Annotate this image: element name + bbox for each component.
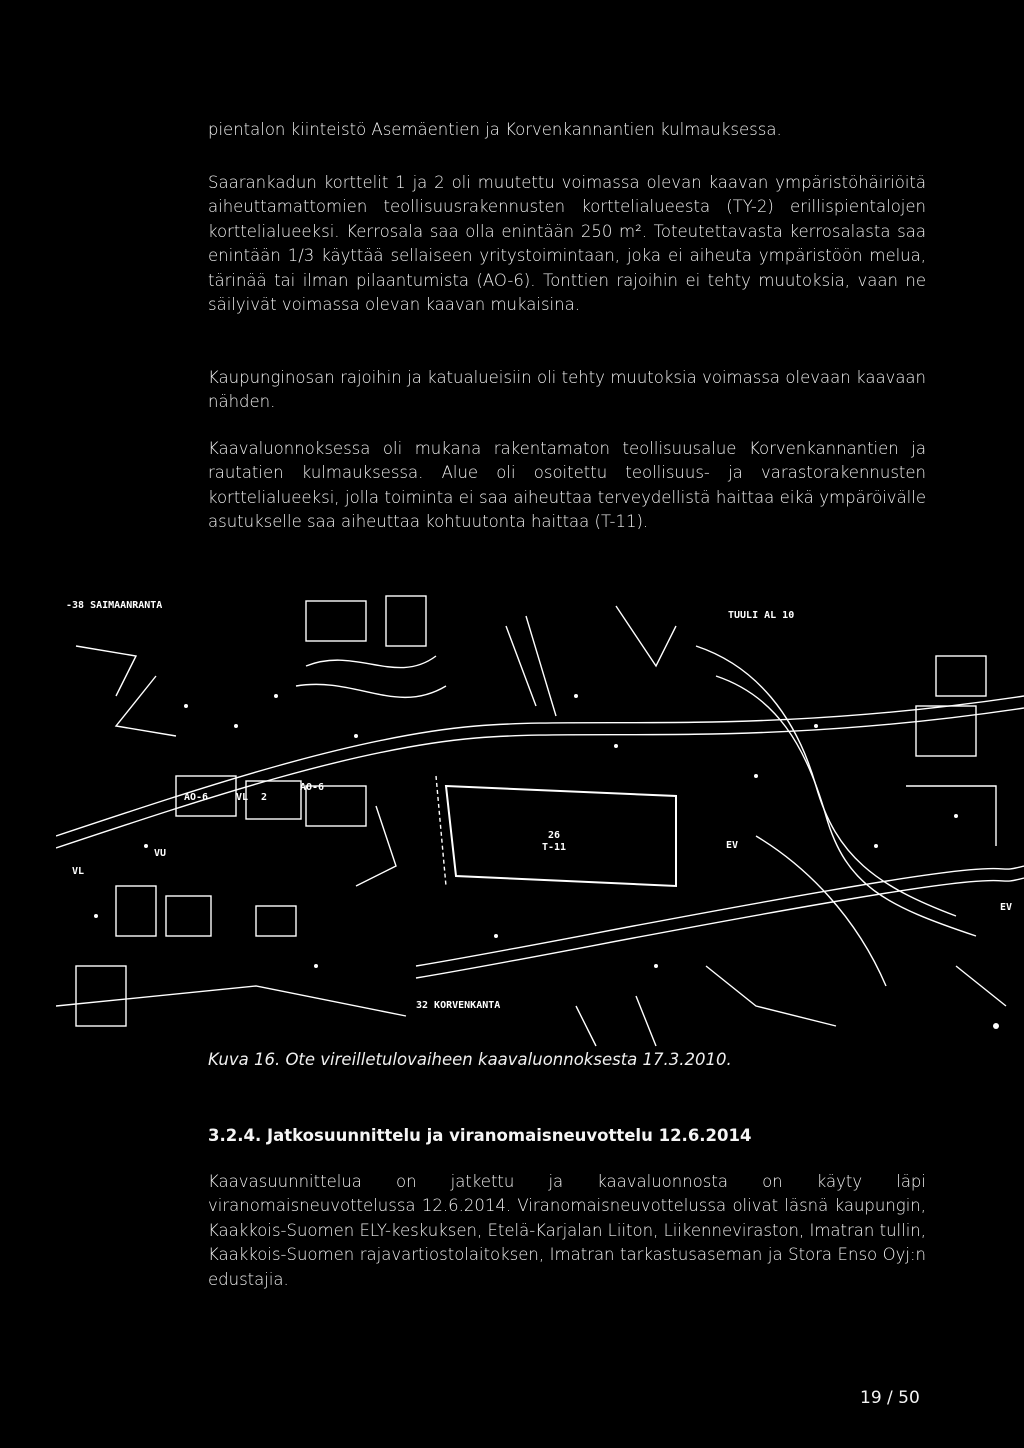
map-label-ev-far: EV bbox=[1000, 902, 1013, 913]
paragraph-teollisuusalue: Kaavaluonnoksessa oli mukana rakentamaton teollisuusalue Korvenkannantien ja rautatien kulmauksessa. Alue oli osoitettu teollisuus- ja varastorakennusten korttelialueeksi, jolla toiminta ei saa aiheuttaa terveydellistä haittaa eikä ympäröivälle asutukselle saa aiheuttaa kohtuutonta haittaa (T-11). bbox=[208, 439, 926, 532]
map-label-ev-right: EV bbox=[726, 840, 739, 851]
plan-map-drawing bbox=[56, 586, 1024, 1048]
paragraph-kaupunginosa: Kaupunginosan rajoihin ja katualueisiin oli tehty muutoksia voimassa olevaan kaavaan nähden. bbox=[208, 368, 926, 412]
map-label-two: 2 bbox=[261, 792, 268, 803]
map-label-t11: T-11 bbox=[542, 842, 567, 853]
plan-map-image bbox=[56, 586, 1024, 1048]
map-label-saimaanranta: -38 SAIMAANRANTA bbox=[66, 600, 163, 611]
map-label-vl-mid: VL bbox=[236, 792, 249, 803]
map-label-block-number: 26 bbox=[548, 830, 561, 841]
map-label-tuulij: TUULI AL 10 bbox=[728, 610, 795, 621]
page-number: 19 / 50 bbox=[860, 1388, 920, 1408]
map-label-korvenkanta: 32 KORVENKANTA bbox=[416, 1000, 501, 1011]
map-label-ao6-right: AO-6 bbox=[300, 782, 325, 793]
section-heading: 3.2.4. Jatkosuunnittelu ja viranomaisneuvottelu 12.6.2014 bbox=[208, 1126, 752, 1145]
map-label-vu: VU bbox=[154, 848, 167, 859]
map-label-ao6-left: AO-6 bbox=[184, 792, 209, 803]
figure-caption: Kuva 16. Ote vireilletulovaiheen kaavaluonnoksesta 17.3.2010. bbox=[208, 1050, 732, 1069]
paragraph-intro: pientalon kiinteistö Asemäentien ja Korvenkannantien kulmauksessa. bbox=[208, 120, 782, 139]
paragraph-viranomaisneuvottelu: Kaavasuunnittelua on jatkettu ja kaavaluonnosta on käyty läpi viranomaisneuvottelussa 12.6.2014. Viranomaisneuvottelussa olivat läsnä kaupungin, Kaakkois-Suomen ELY-keskuksen, Etelä-Karjalan Liiton, Liikenneviraston, Imatran tullin, Kaakkois-Suomen rajavartiostolaitoksen, Imatran tarkastusaseman ja Stora Enso Oyj:n edustajia. bbox=[208, 1172, 926, 1289]
map-label-vl-left: VL bbox=[72, 866, 85, 877]
paragraph-saarankatu: Saarankadun korttelit 1 ja 2 oli muutettu voimassa olevan kaavan ympäristöhäiriöitä aiheuttamattomien teollisuusrakennusten korttelialueesta (TY-2) erillispientalojen korttelialueeksi. Kerrosala saa olla enintään 250 m². Toteutettavasta kerrosalasta saa enintään 1/3 käyttää sellaiseen yritystoimintaan, joka ei aiheuta ympäristöön melua, tärinää tai ilman pilaantumista (AO-6). Tonttien rajoihin ei tehty muutoksia, vaan ne säilyivät voimassa olevan kaavan mukaisina. bbox=[208, 173, 926, 315]
